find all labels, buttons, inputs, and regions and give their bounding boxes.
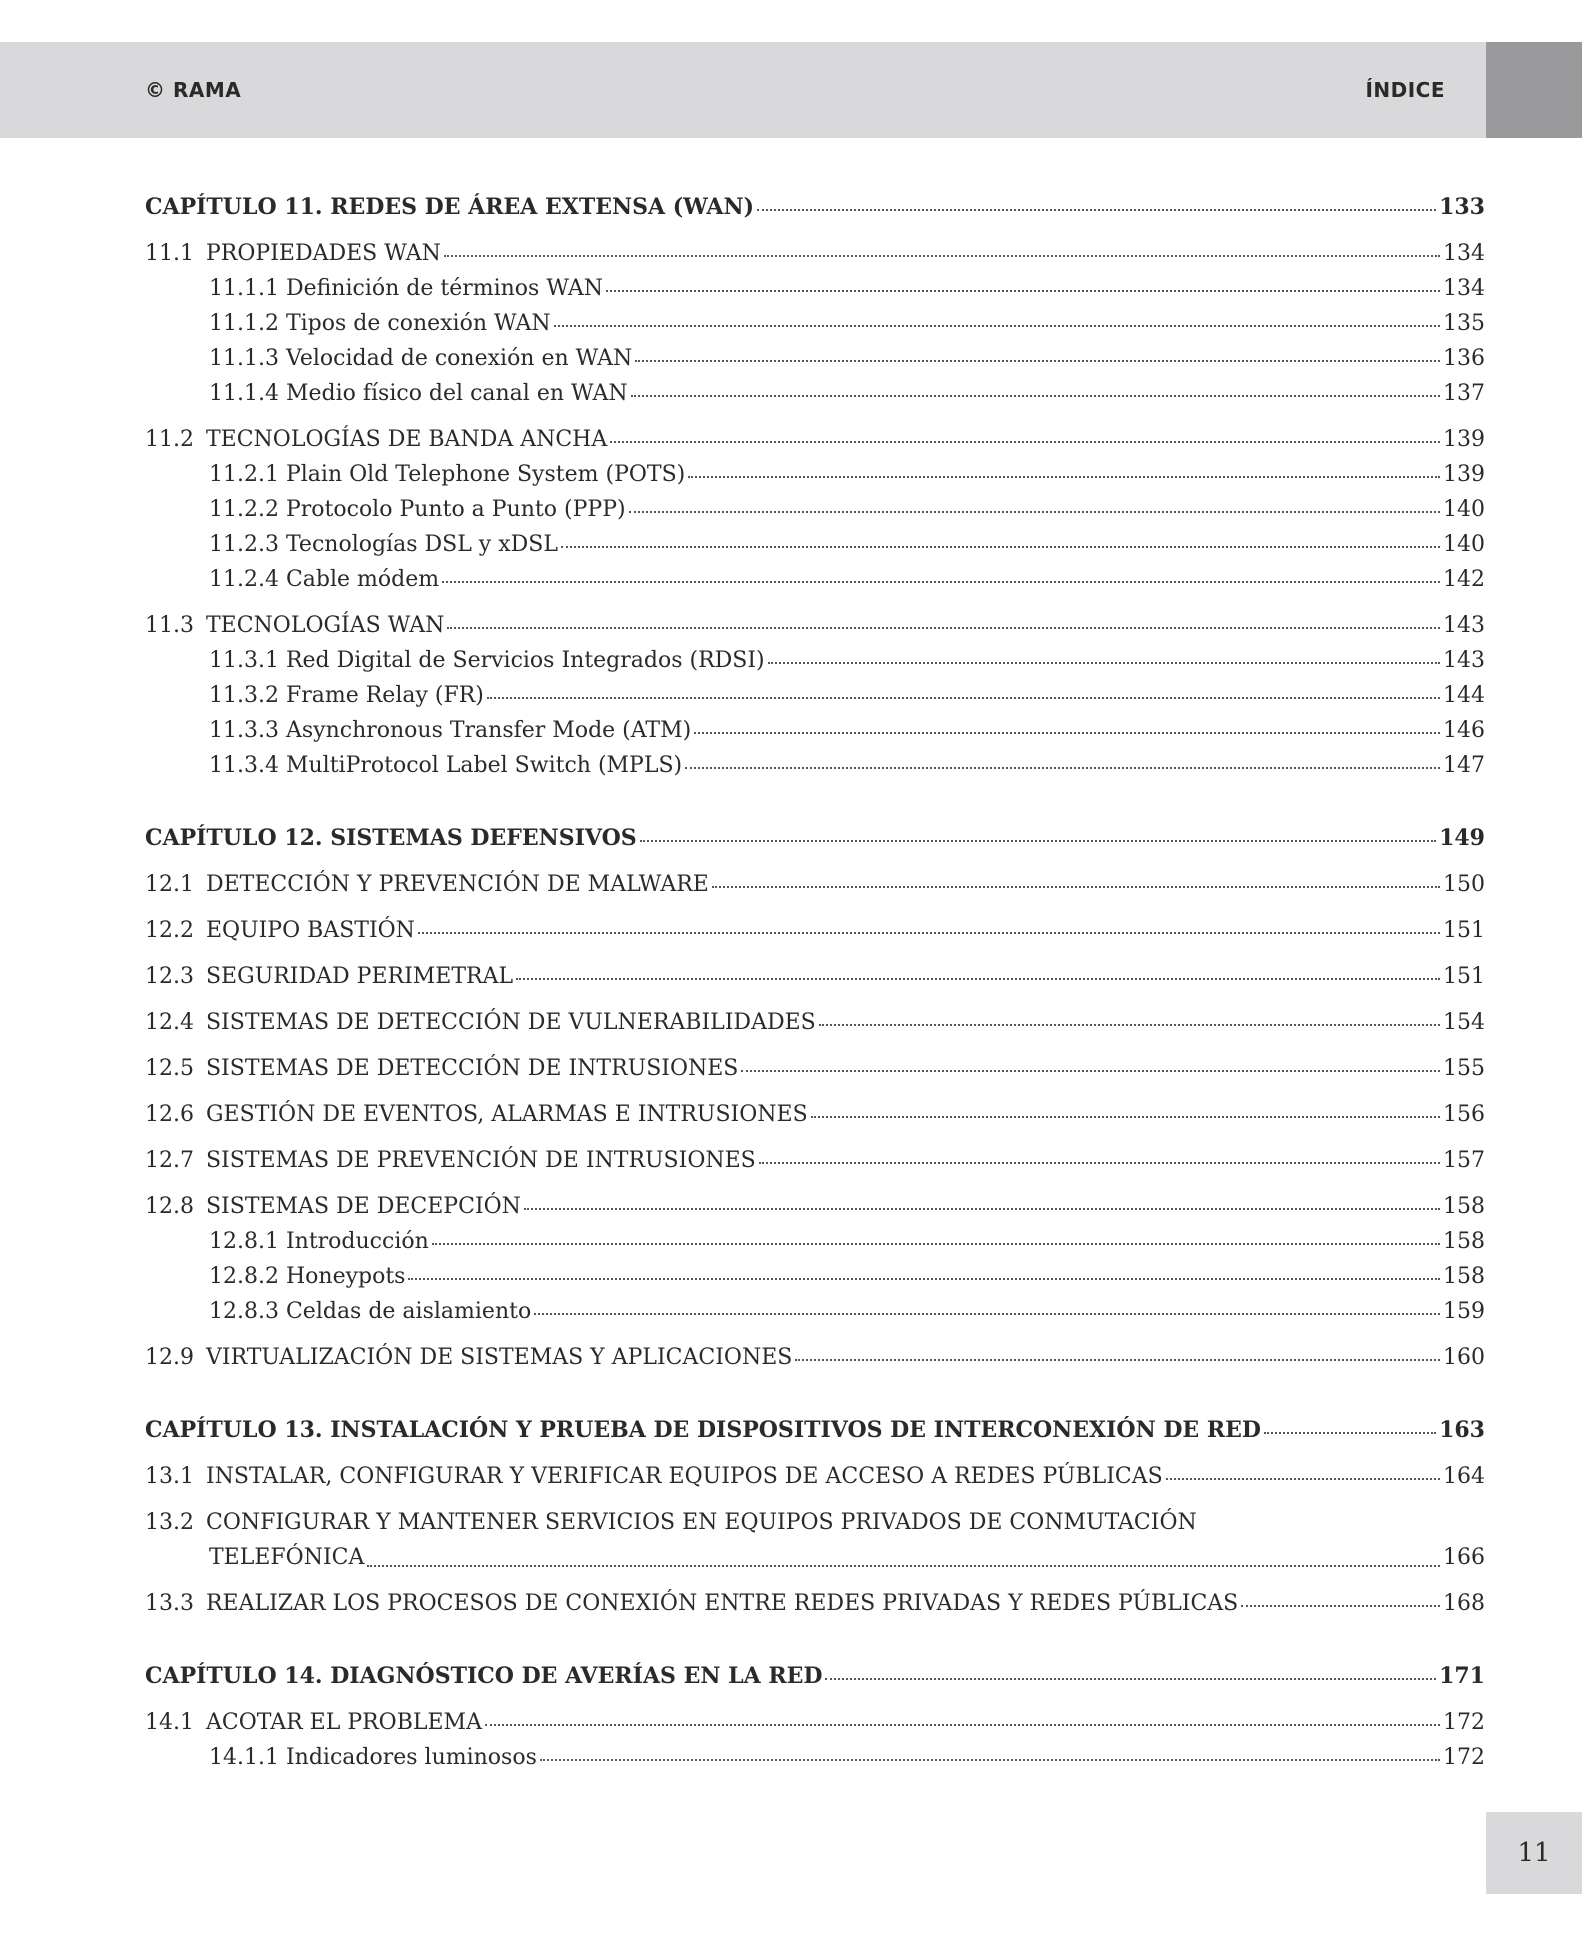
- toc-section-12-7[interactable]: [145, 1143, 1485, 1178]
- toc-number: 12.5: [145, 1056, 194, 1081]
- toc-leader: [640, 839, 1436, 842]
- toc-leader: [524, 1207, 1440, 1210]
- toc-page: 160: [1443, 1345, 1485, 1370]
- toc-leader: [768, 661, 1440, 664]
- toc-section-12-8[interactable]: [145, 1189, 1485, 1224]
- toc-subsection-11-1-4[interactable]: [145, 376, 1485, 411]
- toc-number: 13.1: [145, 1464, 194, 1489]
- toc-leader: [367, 1564, 1440, 1567]
- toc-page: 140: [1443, 532, 1485, 557]
- toc-title: SEGURIDAD PERIMETRAL: [205, 964, 514, 989]
- toc-number: 12.9: [145, 1345, 194, 1370]
- toc-title: CAPÍTULO 11. REDES DE ÁREA EXTENSA (WAN): [145, 194, 754, 220]
- toc-title: 11.3.1 Red Digital de Servicios Integrados (RDSI): [209, 648, 765, 673]
- toc-page: 140: [1443, 497, 1485, 522]
- toc-subsection-11-2-3[interactable]: [145, 527, 1485, 562]
- toc-section-12-3[interactable]: [145, 959, 1485, 994]
- toc-title: 11.3.3 Asynchronous Transfer Mode (ATM): [209, 718, 692, 743]
- toc-title: ACOTAR EL PROBLEMA: [205, 1710, 482, 1735]
- toc-page: 134: [1443, 276, 1485, 301]
- toc-number: 12.7: [145, 1148, 194, 1173]
- toc-leader: [825, 1677, 1436, 1680]
- toc-leader: [1241, 1604, 1440, 1607]
- toc-title: 12.8.3 Celdas de aislamiento: [209, 1299, 532, 1324]
- toc-title: 11.3.4 MultiProtocol Label Switch (MPLS): [209, 753, 683, 778]
- toc-leader: [418, 931, 1440, 934]
- toc-number: 11.1: [145, 241, 194, 266]
- toc-subsection-11-3-2[interactable]: [145, 678, 1485, 713]
- toc-subsection-11-2-1[interactable]: [145, 457, 1485, 492]
- toc-title: DETECCIÓN Y PREVENCIÓN DE MALWARE: [205, 872, 709, 897]
- toc-title: 12.8.1 Introducción: [209, 1229, 429, 1254]
- toc-page: 143: [1443, 613, 1485, 638]
- toc-section-12-4[interactable]: [145, 1005, 1485, 1040]
- toc-leader: [811, 1115, 1440, 1118]
- toc-subsection-11-2-4[interactable]: [145, 562, 1485, 597]
- toc-leader: [606, 289, 1440, 292]
- toc-title: 11.2.1 Plain Old Telephone System (POTS): [209, 462, 686, 487]
- toc-leader: [819, 1023, 1440, 1026]
- toc-section-13-3[interactable]: [145, 1586, 1485, 1621]
- toc-title: CAPÍTULO 14. DIAGNÓSTICO DE AVERÍAS EN LA RED: [145, 1663, 823, 1689]
- toc-title: GESTIÓN DE EVENTOS, ALARMAS E INTRUSIONES: [205, 1102, 808, 1127]
- toc-leader: [635, 359, 1440, 362]
- toc-title: 11.2.4 Cable módem: [209, 567, 440, 592]
- toc-chapter-11[interactable]: [145, 190, 1485, 225]
- toc-leader: [759, 1161, 1440, 1164]
- toc-number: 13.3: [145, 1591, 194, 1616]
- toc-title: 11.1.2 Tipos de conexión WAN: [209, 311, 551, 336]
- toc-subsection-11-1-1[interactable]: [145, 271, 1485, 306]
- toc-page: 137: [1443, 381, 1485, 406]
- header-publisher: © RAMA: [145, 78, 242, 102]
- toc-number: 12.8: [145, 1194, 194, 1219]
- toc-title: SISTEMAS DE DETECCIÓN DE INTRUSIONES: [205, 1056, 739, 1081]
- toc-page: 149: [1439, 825, 1485, 851]
- toc-number: 11.3: [145, 613, 194, 638]
- toc-leader: [534, 1312, 1440, 1315]
- toc-leader: [516, 977, 1440, 980]
- toc-leader: [712, 885, 1440, 888]
- toc-page: 133: [1439, 194, 1485, 220]
- toc-title: 11.3.2 Frame Relay (FR): [209, 683, 484, 708]
- toc-section-12-6[interactable]: [145, 1097, 1485, 1132]
- toc-page: 159: [1443, 1299, 1485, 1324]
- toc-page: 156: [1443, 1102, 1485, 1127]
- toc-section-14-1[interactable]: [145, 1705, 1485, 1740]
- toc-title: 14.1.1 Indicadores luminosos: [209, 1745, 537, 1770]
- toc-title: SISTEMAS DE DETECCIÓN DE VULNERABILIDADES: [205, 1010, 816, 1035]
- toc-subsection-11-2-2[interactable]: [145, 492, 1485, 527]
- toc-number: 12.4: [145, 1010, 194, 1035]
- toc-page: 157: [1443, 1148, 1485, 1173]
- toc-leader: [694, 731, 1440, 734]
- toc-title-line1: CONFIGURAR Y MANTENER SERVICIOS EN EQUIPOS PRIVADOS DE CONMUTACIÓN: [205, 1510, 1197, 1535]
- page-number: 11: [1517, 1838, 1551, 1868]
- toc-title: EQUIPO BASTIÓN: [205, 918, 415, 943]
- toc-subsection-12-8-2[interactable]: [145, 1259, 1485, 1294]
- toc-page: 158: [1443, 1194, 1485, 1219]
- toc-title: CAPÍTULO 13. INSTALACIÓN Y PRUEBA DE DISPOSITIVOS DE INTERCONEXIÓN DE RED: [145, 1417, 1261, 1443]
- toc-number: 14.1: [145, 1710, 194, 1735]
- header-section-title: ÍNDICE: [1365, 78, 1445, 102]
- toc-section-13-1[interactable]: [145, 1459, 1485, 1494]
- toc-number: 12.2: [145, 918, 194, 943]
- table-of-contents: [145, 190, 1485, 1775]
- toc-subsection-12-8-3[interactable]: [145, 1294, 1485, 1329]
- toc-title: PROPIEDADES WAN: [205, 241, 441, 266]
- toc-subsection-11-1-2[interactable]: [145, 306, 1485, 341]
- toc-page: 151: [1443, 964, 1485, 989]
- toc-page: 139: [1443, 427, 1485, 452]
- toc-page: 142: [1443, 567, 1485, 592]
- toc-title: REALIZAR LOS PROCESOS DE CONEXIÓN ENTRE REDES PRIVADAS Y REDES PÚBLICAS: [205, 1591, 1239, 1616]
- toc-leader: [685, 766, 1440, 769]
- toc-subsection-11-3-3[interactable]: [145, 713, 1485, 748]
- toc-title: 11.1.3 Velocidad de conexión en WAN: [209, 346, 633, 371]
- toc-title: 12.8.2 Honeypots: [209, 1264, 406, 1289]
- toc-page: 143: [1443, 648, 1485, 673]
- toc-title: TECNOLOGÍAS WAN: [205, 613, 445, 638]
- toc-leader: [795, 1358, 1440, 1361]
- toc-subsection-12-8-1[interactable]: [145, 1224, 1485, 1259]
- toc-subsection-11-3-4[interactable]: [145, 748, 1485, 783]
- toc-page: 144: [1443, 683, 1485, 708]
- toc-title: 11.1.4 Medio físico del canal en WAN: [209, 381, 628, 406]
- toc-page: 172: [1443, 1710, 1485, 1735]
- toc-subsection-11-3-1[interactable]: [145, 643, 1485, 678]
- page-number-box: [1486, 1812, 1582, 1894]
- toc-section-12-1[interactable]: [145, 867, 1485, 902]
- toc-page: 139: [1443, 462, 1485, 487]
- header-tab: [1486, 42, 1582, 138]
- toc-leader: [447, 626, 1440, 629]
- toc-page: 166: [1443, 1545, 1485, 1570]
- toc-leader: [688, 475, 1440, 478]
- toc-leader: [631, 394, 1440, 397]
- toc-leader: [629, 510, 1440, 513]
- toc-title: 11.2.2 Protocolo Punto a Punto (PPP): [209, 497, 626, 522]
- toc-page: 164: [1443, 1464, 1485, 1489]
- toc-page: 158: [1443, 1229, 1485, 1254]
- toc-leader: [485, 1723, 1440, 1726]
- toc-title: CAPÍTULO 12. SISTEMAS DEFENSIVOS: [145, 825, 637, 851]
- toc-section-12-2[interactable]: [145, 913, 1485, 948]
- toc-title: SISTEMAS DE PREVENCIÓN DE INTRUSIONES: [205, 1148, 756, 1173]
- toc-leader: [757, 208, 1436, 211]
- toc-page: 171: [1439, 1663, 1485, 1689]
- toc-page: 151: [1443, 918, 1485, 943]
- toc-section-12-5[interactable]: [145, 1051, 1485, 1086]
- toc-leader: [444, 254, 1440, 257]
- toc-page: 172: [1443, 1745, 1485, 1770]
- toc-title: SISTEMAS DE DECEPCIÓN: [205, 1194, 521, 1219]
- toc-number: 12.1: [145, 872, 194, 897]
- toc-chapter-14[interactable]: [145, 1659, 1485, 1694]
- toc-section-11-3[interactable]: [145, 608, 1485, 643]
- toc-page: 150: [1443, 872, 1485, 897]
- toc-page: 146: [1443, 718, 1485, 743]
- toc-leader: [432, 1242, 1440, 1245]
- toc-leader: [487, 696, 1440, 699]
- toc-section-11-1[interactable]: [145, 236, 1485, 271]
- toc-page: 155: [1443, 1056, 1485, 1081]
- toc-subsection-14-1-1[interactable]: [145, 1740, 1485, 1775]
- toc-page: 134: [1443, 241, 1485, 266]
- toc-section-11-2[interactable]: [145, 422, 1485, 457]
- toc-chapter-13[interactable]: [145, 1413, 1485, 1448]
- toc-leader: [1264, 1431, 1436, 1434]
- toc-page: 163: [1439, 1417, 1485, 1443]
- toc-page: 154: [1443, 1010, 1485, 1035]
- toc-leader: [561, 545, 1440, 548]
- toc-title: 11.1.1 Definición de términos WAN: [209, 276, 603, 301]
- toc-title: INSTALAR, CONFIGURAR Y VERIFICAR EQUIPOS DE ACCESO A REDES PÚBLICAS: [205, 1464, 1163, 1489]
- toc-number: 12.6: [145, 1102, 194, 1127]
- toc-title: 11.2.3 Tecnologías DSL y xDSL: [209, 532, 558, 557]
- toc-section-13-2[interactable]: [145, 1505, 1485, 1575]
- toc-number: 11.2: [145, 427, 194, 452]
- toc-page: 147: [1443, 753, 1485, 778]
- toc-page: 158: [1443, 1264, 1485, 1289]
- toc-leader: [408, 1277, 1440, 1280]
- toc-title: VIRTUALIZACIÓN DE SISTEMAS Y APLICACIONES: [205, 1345, 793, 1370]
- toc-page: 168: [1443, 1591, 1485, 1616]
- toc-page: 135: [1443, 311, 1485, 336]
- toc-section-12-9[interactable]: [145, 1340, 1485, 1375]
- toc-title: TECNOLOGÍAS DE BANDA ANCHA: [205, 427, 608, 452]
- toc-leader: [1166, 1477, 1440, 1480]
- toc-leader: [442, 580, 1440, 583]
- toc-leader: [741, 1069, 1440, 1072]
- toc-number: 12.3: [145, 964, 194, 989]
- toc-title-line2: TELEFÓNICA: [209, 1545, 365, 1570]
- toc-leader: [554, 324, 1440, 327]
- toc-leader: [610, 440, 1440, 443]
- toc-chapter-12[interactable]: [145, 821, 1485, 856]
- toc-page: 136: [1443, 346, 1485, 371]
- toc-number: 13.2: [145, 1510, 194, 1535]
- toc-subsection-11-1-3[interactable]: [145, 341, 1485, 376]
- toc-leader: [540, 1758, 1440, 1761]
